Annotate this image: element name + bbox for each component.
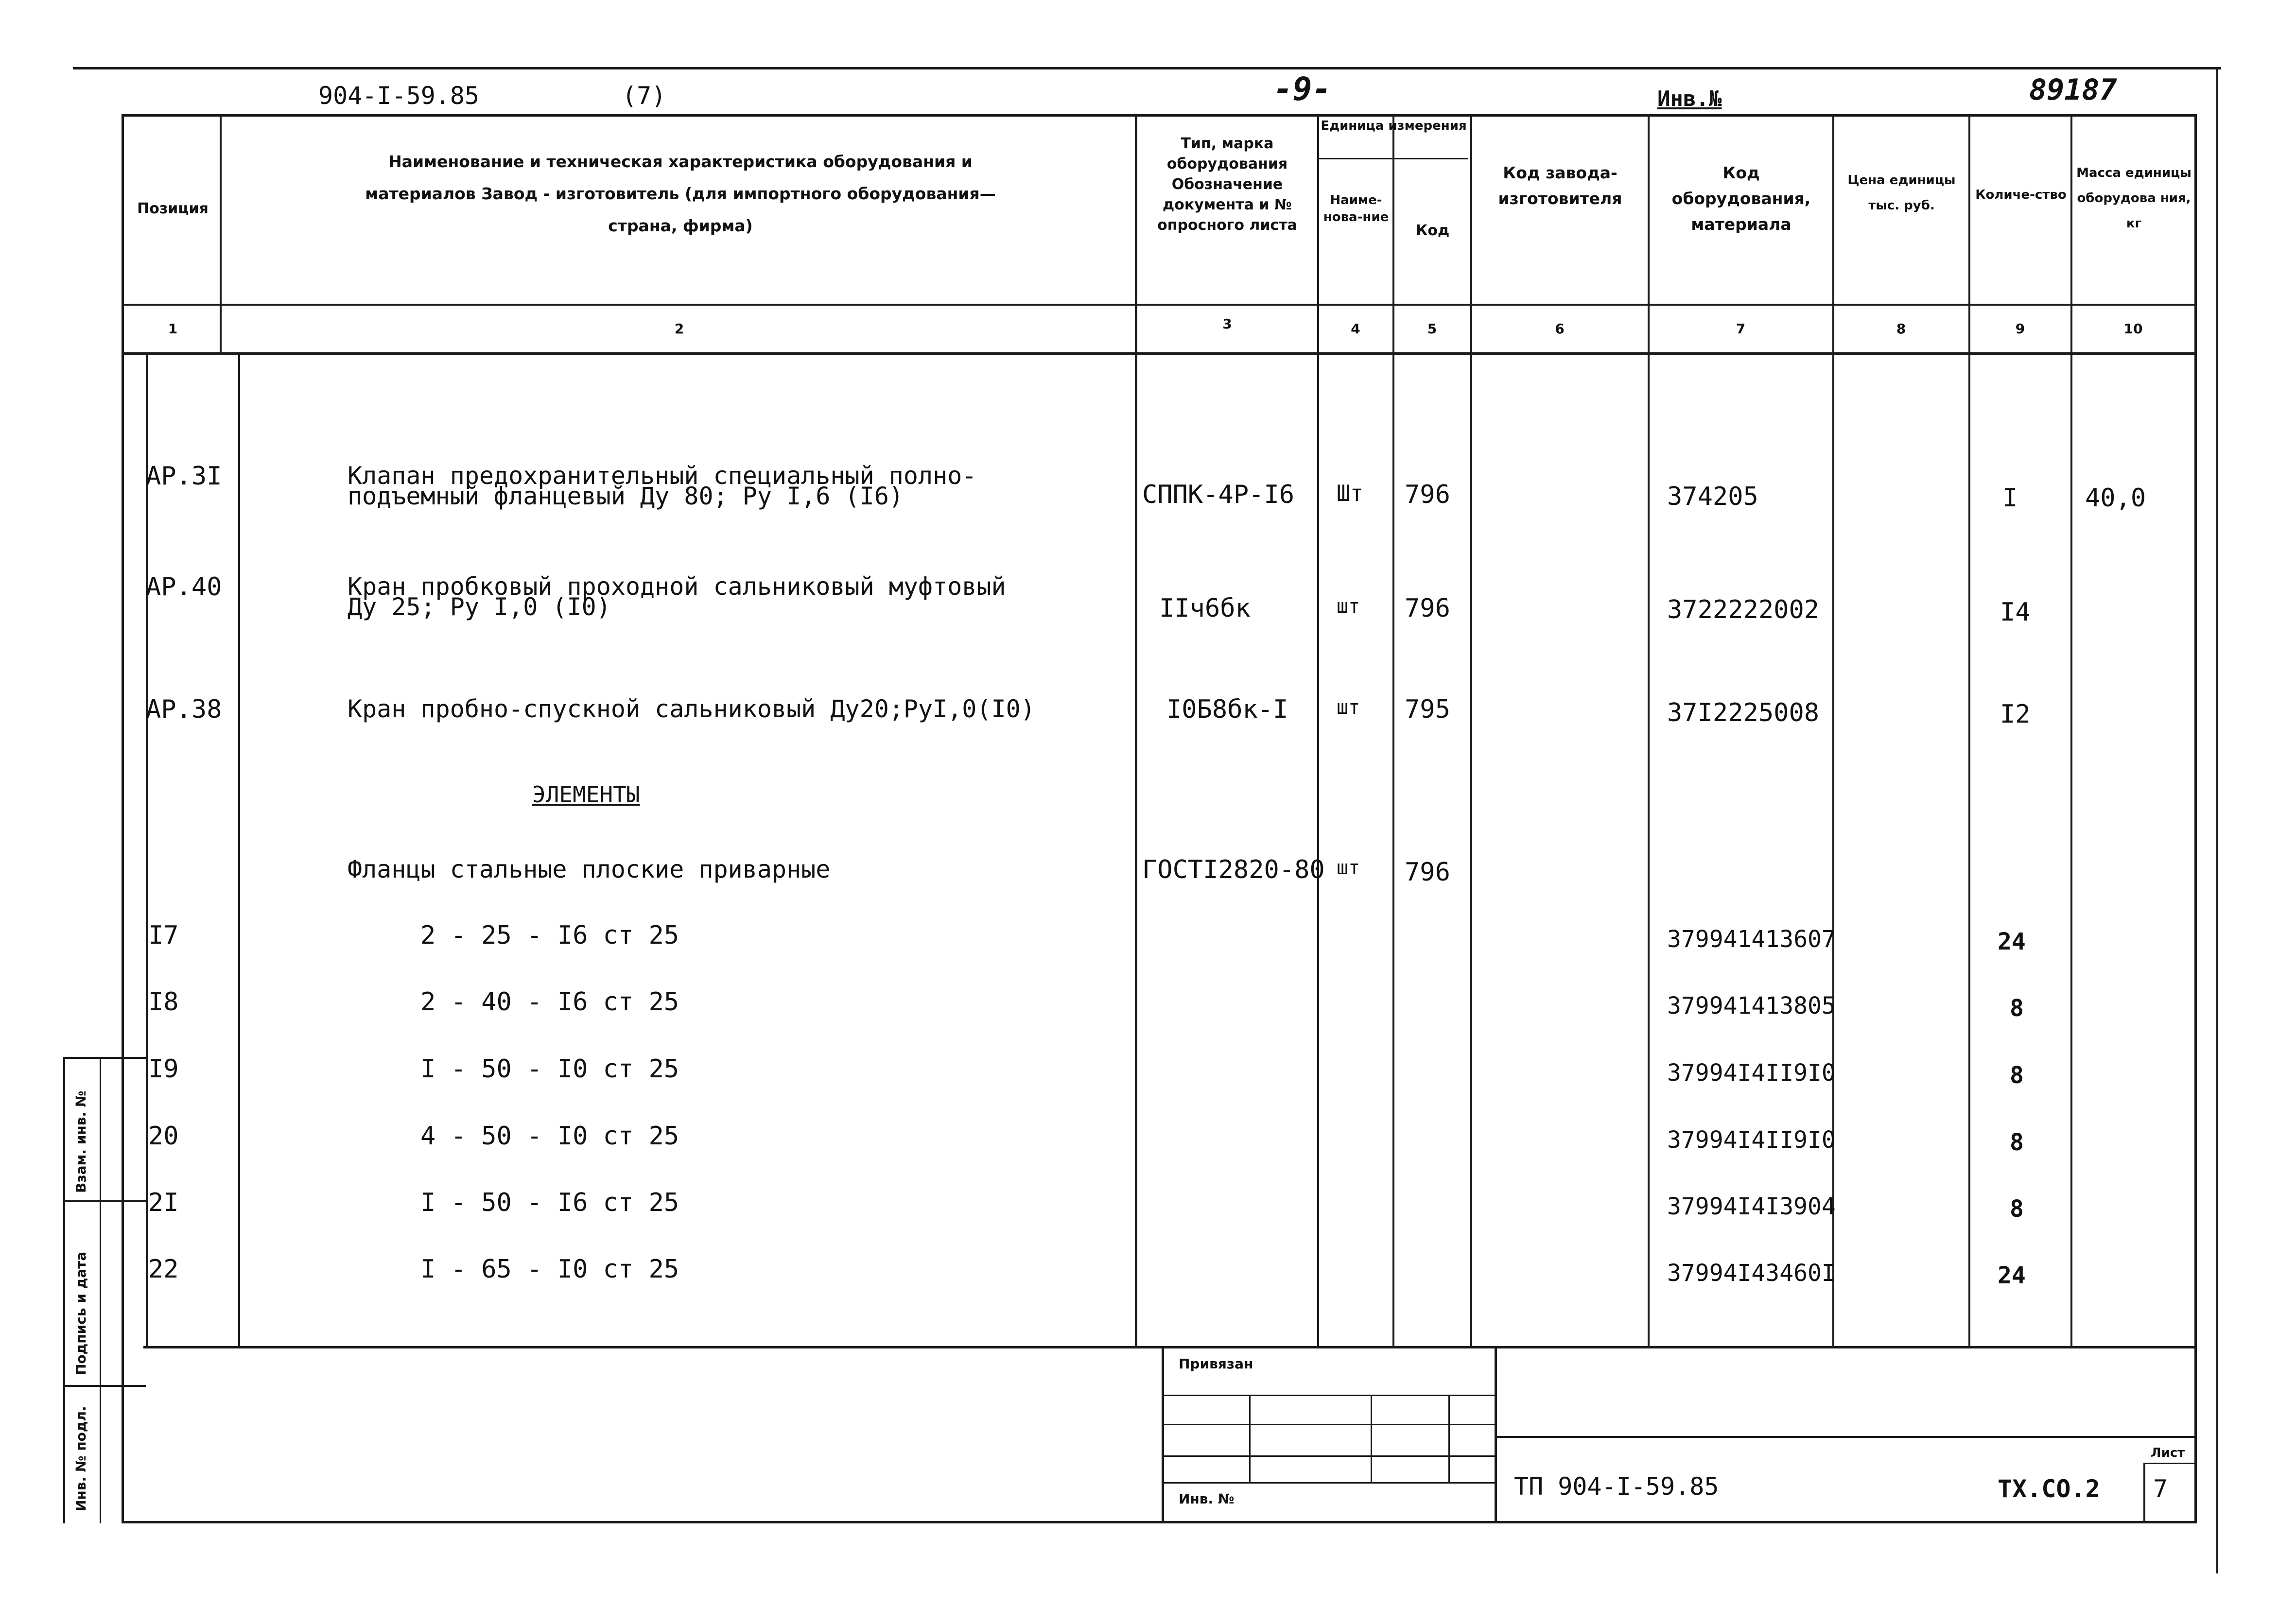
item-position: I7: [148, 921, 179, 950]
flanges-unit: шт: [1337, 857, 1360, 879]
header-unit-code: Код: [1415, 222, 1450, 239]
row-equip-code: 374205: [1667, 482, 1758, 511]
item-quantity: 8: [2010, 1195, 2024, 1223]
item-quantity: 8: [2010, 1062, 2024, 1089]
item-equip-code: 37994I4I3904: [1667, 1193, 1836, 1220]
item-equip-code: 37994I4II9I0: [1667, 1126, 1836, 1154]
colnum-7: 7: [1736, 321, 1746, 337]
colnum-8: 8: [1896, 321, 1906, 337]
flanges-standard: ГОСТI2820-80: [1142, 855, 1325, 884]
attached-label: Привязан: [1179, 1356, 1253, 1372]
item-equip-code: 379941413805: [1667, 992, 1836, 1019]
header-quantity: Количе-ство: [1975, 188, 2067, 202]
item-name: I - 65 - I0 ст 25: [420, 1255, 679, 1284]
paren-number: (7): [622, 82, 666, 110]
row-equip-code: 37I2225008: [1667, 698, 1820, 727]
row-unit-code: 796: [1405, 594, 1450, 623]
side-original-inv: Инв. № подл.: [73, 1406, 89, 1511]
header-price: Цена единицы тыс. руб.: [1847, 173, 1956, 213]
row-type: СППК-4Р-I6: [1142, 480, 1295, 509]
item-quantity: 24: [1998, 1262, 2026, 1289]
item-quantity: 24: [1998, 928, 2026, 955]
colnum-4: 4: [1351, 321, 1360, 337]
row-unit: Шт: [1337, 480, 1364, 506]
row-position: АР.40: [146, 572, 222, 602]
item-equip-code: 37994I43460I: [1667, 1260, 1836, 1287]
colnum-9: 9: [2015, 321, 2025, 337]
sheet-number: 7: [2153, 1475, 2168, 1503]
colnum-6: 6: [1555, 321, 1565, 337]
header-type: Тип, марка оборудования Обозначение документа и № опросного листа: [1157, 135, 1297, 234]
side-signature-date: Подпись и дата: [73, 1251, 89, 1375]
row-quantity: I2: [2000, 700, 2031, 729]
item-position: I9: [148, 1054, 179, 1084]
tp-code: ТП 904-I-59.85: [1514, 1472, 1719, 1501]
sheet-label: Лист: [2151, 1446, 2185, 1460]
row-position: АР.3I: [146, 462, 222, 491]
item-quantity: 8: [2010, 995, 2024, 1022]
page-mark: -9-: [1273, 70, 1332, 108]
item-name: I - 50 - I0 ст 25: [420, 1054, 679, 1084]
item-position: I8: [148, 987, 179, 1017]
inv-no-label: Инв. №: [1179, 1491, 1235, 1507]
item-name: 2 - 25 - I6 ст 25: [420, 921, 679, 950]
row-quantity: I4: [2000, 598, 2031, 627]
row-equip-code: 3722222002: [1667, 595, 1820, 624]
row-name-line1: Кран пробно-спускной сальниковый Ду20;РуI,0(I0): [348, 695, 1035, 723]
item-name: 2 - 40 - I6 ст 25: [420, 987, 679, 1017]
row-name-line1: Кран пробковый проходной сальниковый муфтовый: [348, 572, 1006, 601]
header-equip-code: Код оборудования, материала: [1671, 163, 1811, 234]
colnum-10: 10: [2123, 321, 2143, 337]
row-position: АР.38: [146, 695, 222, 724]
item-position: 20: [148, 1122, 179, 1151]
row-type: IIч6бк: [1159, 594, 1251, 623]
item-position: 2I: [148, 1188, 179, 1217]
inv-number: 89187: [2029, 73, 2117, 107]
row-type: I0Б8бк-I: [1166, 695, 1288, 724]
item-quantity: 8: [2010, 1129, 2024, 1156]
inv-label: Инв.№: [1657, 86, 1722, 111]
item-position: 22: [148, 1255, 179, 1284]
header-unit: Единица измерения: [1321, 119, 1467, 133]
header-position: Позиция: [137, 200, 209, 217]
item-name: 4 - 50 - I0 ст 25: [420, 1122, 679, 1151]
doc-section-code: ТХ.СО.2: [1998, 1475, 2100, 1503]
colnum-2: 2: [674, 321, 684, 337]
colnum-5: 5: [1427, 321, 1437, 337]
header-factory-code: Код завода-изготовителя: [1498, 163, 1622, 208]
row-name-line2: подъемный фланцевый Ду 80; Ру I,6 (I6): [348, 482, 904, 510]
item-name: I - 50 - I6 ст 25: [420, 1188, 679, 1217]
header-mass: Масса единицы оборудова ния, кг: [2076, 166, 2192, 231]
side-replaced-inv: Взам. инв. №: [73, 1090, 89, 1193]
colnum-3: 3: [1222, 316, 1232, 332]
row-unit-code: 796: [1405, 480, 1450, 509]
item-equip-code: 37994I4II9I0: [1667, 1059, 1836, 1087]
colnum-1: 1: [168, 321, 178, 337]
flanges-unit-code: 796: [1405, 858, 1450, 887]
row-name-line2: Ду 25; Ру I,0 (I0): [348, 593, 611, 621]
doc-code: 904-I-59.85: [318, 82, 480, 110]
row-unit: шт: [1337, 696, 1360, 719]
flanges-name: Фланцы стальные плоские приварные: [348, 855, 831, 883]
section-title: ЭЛЕМЕНТЫ: [532, 781, 640, 808]
row-unit-code: 795: [1405, 695, 1450, 724]
row-name-line1: Клапан предохранительный специальный полно-: [348, 462, 977, 490]
row-quantity: I: [2002, 484, 2018, 513]
row-mass: 40,0: [2085, 484, 2146, 513]
item-equip-code: 379941413607: [1667, 926, 1836, 953]
header-unit-name: Наиме-нова-ние: [1323, 193, 1389, 225]
row-unit: шт: [1337, 595, 1360, 618]
header-name: Наименование и техническая характеристика оборудования и материалов Завод - изготовитель (для импортного оборудования— страна, фирма): [365, 152, 996, 235]
